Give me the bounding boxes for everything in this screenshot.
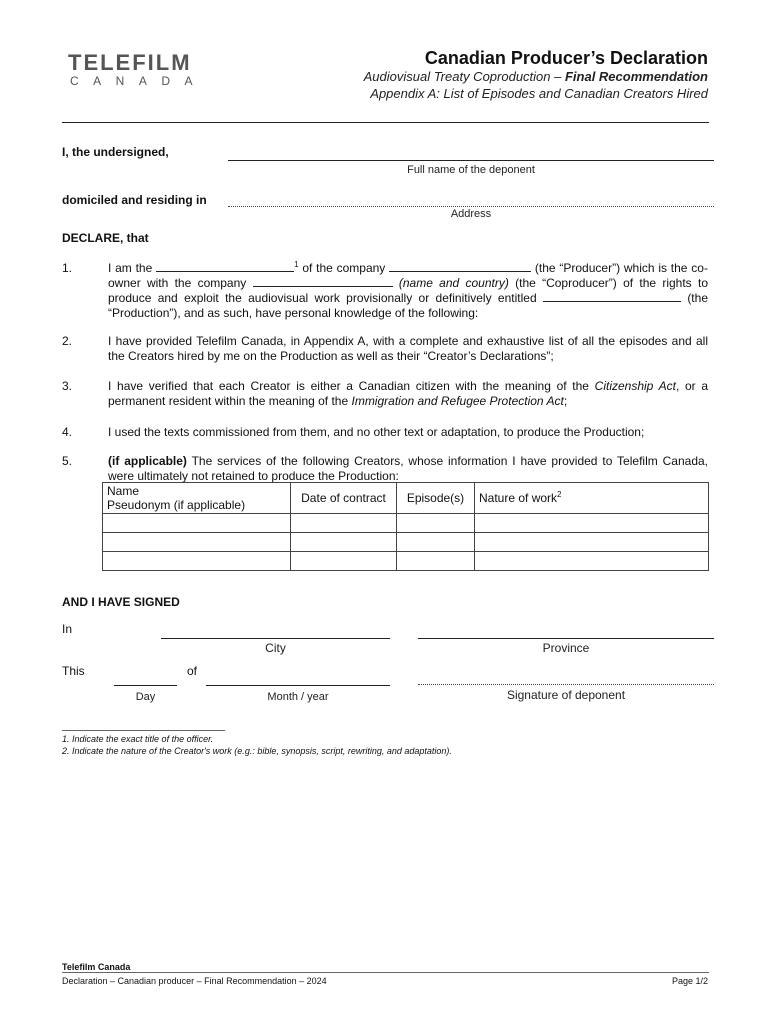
table-cell[interactable] [475,533,709,552]
item-5-body: The services of the following Creators, whose information I have provided to Telefilm Canada, were ultimately not retained to produce the Production: [108,454,709,483]
table-cell[interactable] [291,514,397,533]
item-5-text [108,454,708,484]
table-cell[interactable] [397,533,475,552]
item-number-3: 3. [62,379,73,393]
table-cell[interactable] [103,514,291,533]
table-row [103,533,709,552]
table-cell[interactable] [397,514,475,533]
subtitle-bold: Final Recommendation [564,69,708,84]
citizenship-act: Citizenship Act [594,379,676,393]
header-divider [62,122,709,123]
col-name-header [103,483,291,514]
item-2-text: I have provided Telefilm Canada, in Appendix A, with a complete and exhaustive list of all the episodes and all the Creators hired by me on the Production as well as their “Creator’s Declarations”; [108,334,708,363]
page-subtitle-appendix: Appendix A: List of Episodes and Canadian Creators Hired [370,86,708,101]
item-3-part-a: I have verified that each Creator is either a Canadian citizen with the meaning of the [108,379,595,393]
col-name-label: Name [107,484,140,498]
footer-org: Telefilm Canada [62,962,131,972]
logo-canada: CANADA [70,74,208,88]
table-header-row [103,483,709,514]
officer-title-field[interactable] [156,262,294,272]
signature-field[interactable] [418,684,714,685]
item-number-4: 4. [62,425,73,439]
of-label: of [187,664,198,678]
address-field[interactable] [228,206,714,207]
footer-doc-title: Declaration – Canadian producer – Final Recommendation – 2024 [62,976,327,986]
footnote-ref-2: 2 [557,490,562,499]
province-caption: Province [542,641,590,655]
province-field[interactable] [418,638,714,639]
month-year-caption: Month / year [267,691,329,703]
footnote-1: 1. Indicate the exact title of the officer. [62,734,214,744]
item-1-part-f: (the “Coproducer”) of the rights [515,276,692,290]
table-cell[interactable] [475,514,709,533]
item-1-part-g: to produce and exploit the audiovisual work provisionally or definitively entitled [108,276,708,305]
city-caption: City [265,641,286,655]
immigration-act: Immigration and Refugee Protection Act [351,394,564,408]
col-episodes-header: Episode(s) [397,483,475,514]
item-1-part-e: (name and country) [398,276,509,290]
page-subtitle [364,69,708,84]
col-nature-header [475,483,709,514]
item-1-part-h: (the “Production”), and as such, have personal knowledge of the following: [108,291,708,320]
col-pseudonym-label: Pseudonym (if applicable) [107,498,246,512]
city-field[interactable] [161,638,390,639]
signature-caption: Signature of deponent [506,688,626,702]
item-1-text [108,261,708,321]
this-label: This [62,664,85,678]
day-field[interactable] [114,685,177,686]
item-number-1: 1. [62,261,73,275]
address-caption: Address [450,208,492,220]
deponent-name-field[interactable] [228,160,714,161]
day-caption: Day [135,691,156,703]
table-cell[interactable] [397,552,475,571]
item-number-2: 2. [62,334,73,348]
table-row [103,514,709,533]
table-cell[interactable] [291,533,397,552]
footnote-divider [62,730,225,731]
table-cell[interactable] [291,552,397,571]
table-cell[interactable] [103,552,291,571]
page-title: Canadian Producer’s Declaration [424,48,708,68]
table-cell[interactable] [103,533,291,552]
item-1-part-c: (the “Producer”) which is the [534,261,688,275]
production-title-field[interactable] [543,292,681,302]
col-nature-label: Nature of work [479,491,558,505]
creators-table [102,482,709,571]
item-3-part-c: , or a permanent resident within the meaning of the [108,379,708,408]
declare-label: DECLARE, that [62,231,149,245]
col-date-header: Date of contract [291,483,397,514]
item-5-if-applicable: (if applicable) [108,454,187,468]
item-1-part-d: co-owner with the company [108,261,708,290]
signed-heading: AND I HAVE SIGNED [62,595,180,609]
month-year-field[interactable] [206,685,390,686]
page-number: Page 1/2 [671,976,708,986]
item-1-part-a: I am the [108,261,153,275]
table-row [103,552,709,571]
table-cell[interactable] [475,552,709,571]
item-3-part-e: ; [563,394,568,408]
in-label: In [62,622,73,636]
logo-telefilm: TELEFILM [68,50,192,75]
undersigned-label: I, the undersigned, [62,145,169,159]
footnote-ref-1: 1 [294,260,299,269]
subtitle-prefix: Audiovisual Treaty Coproduction – [363,69,565,84]
item-4-text: I used the texts commissioned from them, and no other text or adaptation, to produce the Production; [108,425,645,439]
item-number-5: 5. [62,454,73,468]
coproducer-company-field[interactable] [253,277,393,287]
footnote-2: 2. Indicate the nature of the Creator's work (e.g.: bible, synopsis, script, rewriting, and adaptation). [62,746,452,756]
producer-company-field[interactable] [389,262,531,272]
address-label: domiciled and residing in [62,193,207,207]
item-1-part-b: of the company [302,261,386,275]
footer-divider [62,972,709,973]
deponent-name-caption: Full name of the deponent [407,164,535,176]
item-3-text [108,379,708,409]
